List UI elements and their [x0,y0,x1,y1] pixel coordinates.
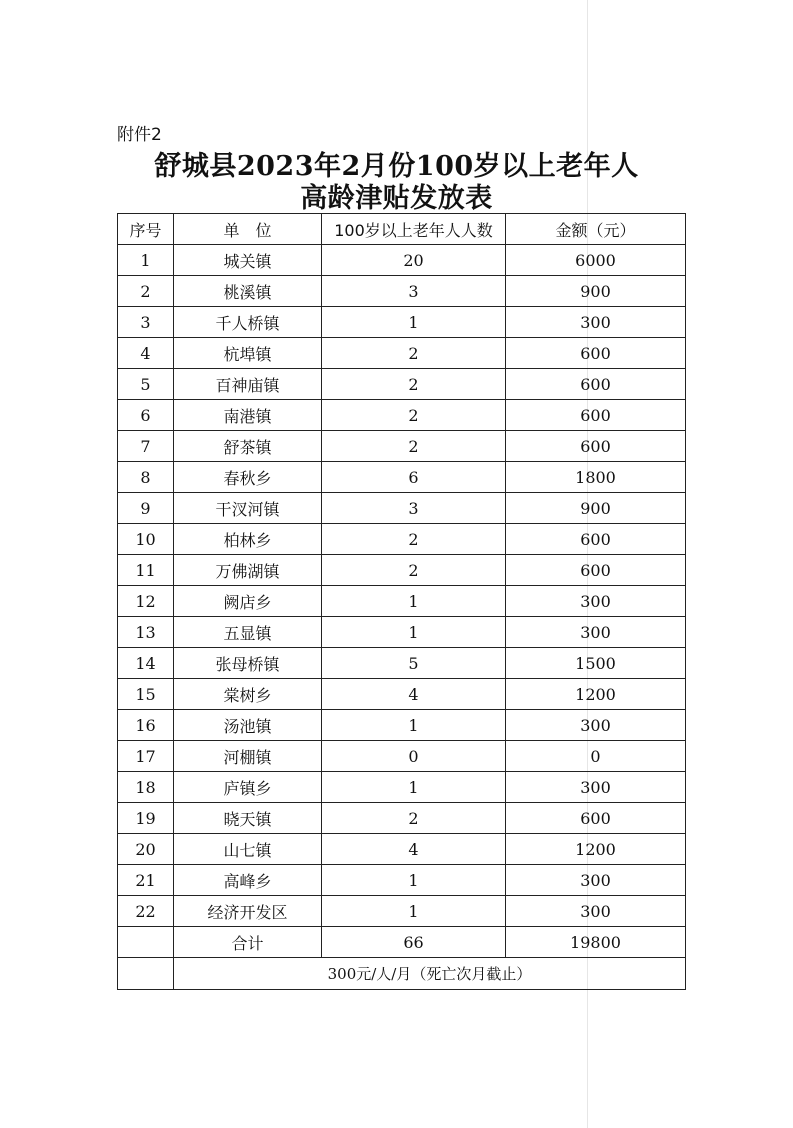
table-row [118,586,686,617]
cell-index: 4 [118,338,174,369]
cell-unit: 五显镇 [174,617,322,648]
cell-amount: 600 [506,400,686,431]
cell-count: 3 [322,493,506,524]
cell-amount: 600 [506,524,686,555]
table-row [118,741,686,772]
cell-amount: 600 [506,803,686,834]
table-row [118,679,686,710]
cell-unit: 春秋乡 [174,462,322,493]
cell-count: 2 [322,524,506,555]
cell-index: 14 [118,648,174,679]
table-row [118,400,686,431]
cell-amount: 300 [506,896,686,927]
cell-count: 2 [322,803,506,834]
cell-count: 2 [322,338,506,369]
cell-amount: 300 [506,586,686,617]
header-amount: 金额（元） [506,214,686,245]
cell-index: 10 [118,524,174,555]
cell-index: 22 [118,896,174,927]
cell-count: 4 [322,679,506,710]
table-row [118,524,686,555]
total-index-cell [118,927,174,958]
table-row [118,772,686,803]
table-row [118,338,686,369]
cell-amount: 300 [506,772,686,803]
cell-amount: 0 [506,741,686,772]
cell-count: 1 [322,586,506,617]
cell-count: 1 [322,710,506,741]
cell-unit: 高峰乡 [174,865,322,896]
table-row [118,555,686,586]
table-body [118,245,686,927]
cell-count: 20 [322,245,506,276]
subsidy-table [117,213,686,990]
cell-unit: 千人桥镇 [174,307,322,338]
table-row [118,834,686,865]
table-row [118,648,686,679]
cell-amount: 1200 [506,679,686,710]
cell-unit: 晓天镇 [174,803,322,834]
table-row [118,710,686,741]
cell-amount: 900 [506,493,686,524]
cell-amount: 1500 [506,648,686,679]
cell-amount: 600 [506,555,686,586]
cell-count: 2 [322,555,506,586]
cell-amount: 900 [506,276,686,307]
cell-count: 2 [322,431,506,462]
document-title-line1: 舒城县2023年2月份100岁以上老年人 [154,151,639,182]
cell-index: 21 [118,865,174,896]
total-label: 合计 [174,927,322,958]
cell-unit: 经济开发区 [174,896,322,927]
cell-count: 1 [322,896,506,927]
document-title-line2: 高龄津贴发放表 [300,183,493,214]
total-count: 66 [322,927,506,958]
note-text: 300元/人/月（死亡次月截止） [174,958,686,990]
cell-amount: 600 [506,431,686,462]
table-row [118,369,686,400]
cell-index: 2 [118,276,174,307]
cell-index: 17 [118,741,174,772]
cell-amount: 1800 [506,462,686,493]
cell-unit: 汤池镇 [174,710,322,741]
cell-count: 2 [322,400,506,431]
cell-amount: 1200 [506,834,686,865]
cell-unit: 干汊河镇 [174,493,322,524]
cell-unit: 杭埠镇 [174,338,322,369]
cell-amount: 300 [506,865,686,896]
cell-count: 3 [322,276,506,307]
table-row [118,462,686,493]
cell-index: 13 [118,617,174,648]
cell-index: 18 [118,772,174,803]
table-row [118,245,686,276]
note-row [118,958,686,990]
cell-unit: 桃溪镇 [174,276,322,307]
cell-count: 5 [322,648,506,679]
cell-index: 15 [118,679,174,710]
cell-index: 20 [118,834,174,865]
total-row [118,927,686,958]
cell-index: 8 [118,462,174,493]
table-row [118,617,686,648]
cell-amount: 600 [506,369,686,400]
header-count: 100岁以上老年人人数 [322,214,506,245]
cell-index: 1 [118,245,174,276]
cell-index: 12 [118,586,174,617]
cell-index: 19 [118,803,174,834]
cell-amount: 600 [506,338,686,369]
cell-unit: 百神庙镇 [174,369,322,400]
table-row [118,307,686,338]
cell-unit: 舒茶镇 [174,431,322,462]
table-row [118,865,686,896]
cell-index: 11 [118,555,174,586]
cell-count: 1 [322,617,506,648]
table-header-row [118,214,686,245]
cell-count: 4 [322,834,506,865]
table-row [118,896,686,927]
cell-count: 2 [322,369,506,400]
header-unit: 单 位 [174,214,322,245]
total-amount: 19800 [506,927,686,958]
cell-unit: 阙店乡 [174,586,322,617]
table-row [118,276,686,307]
cell-unit: 城关镇 [174,245,322,276]
cell-unit: 张母桥镇 [174,648,322,679]
cell-index: 7 [118,431,174,462]
cell-count: 1 [322,772,506,803]
cell-index: 6 [118,400,174,431]
cell-unit: 河棚镇 [174,741,322,772]
table-row [118,431,686,462]
cell-index: 9 [118,493,174,524]
cell-count: 1 [322,865,506,896]
cell-unit: 山七镇 [174,834,322,865]
cell-unit: 万佛湖镇 [174,555,322,586]
cell-count: 0 [322,741,506,772]
cell-unit: 庐镇乡 [174,772,322,803]
cell-index: 16 [118,710,174,741]
cell-index: 5 [118,369,174,400]
cell-amount: 300 [506,617,686,648]
cell-index: 3 [118,307,174,338]
cell-amount: 300 [506,307,686,338]
note-index-cell [118,958,174,990]
header-index: 序号 [118,214,174,245]
cell-unit: 南港镇 [174,400,322,431]
cell-amount: 6000 [506,245,686,276]
table-row [118,803,686,834]
cell-count: 6 [322,462,506,493]
cell-unit: 棠树乡 [174,679,322,710]
cell-unit: 柏林乡 [174,524,322,555]
cell-count: 1 [322,307,506,338]
attachment-label: 附件2 [117,125,162,145]
cell-amount: 300 [506,710,686,741]
table-row [118,493,686,524]
